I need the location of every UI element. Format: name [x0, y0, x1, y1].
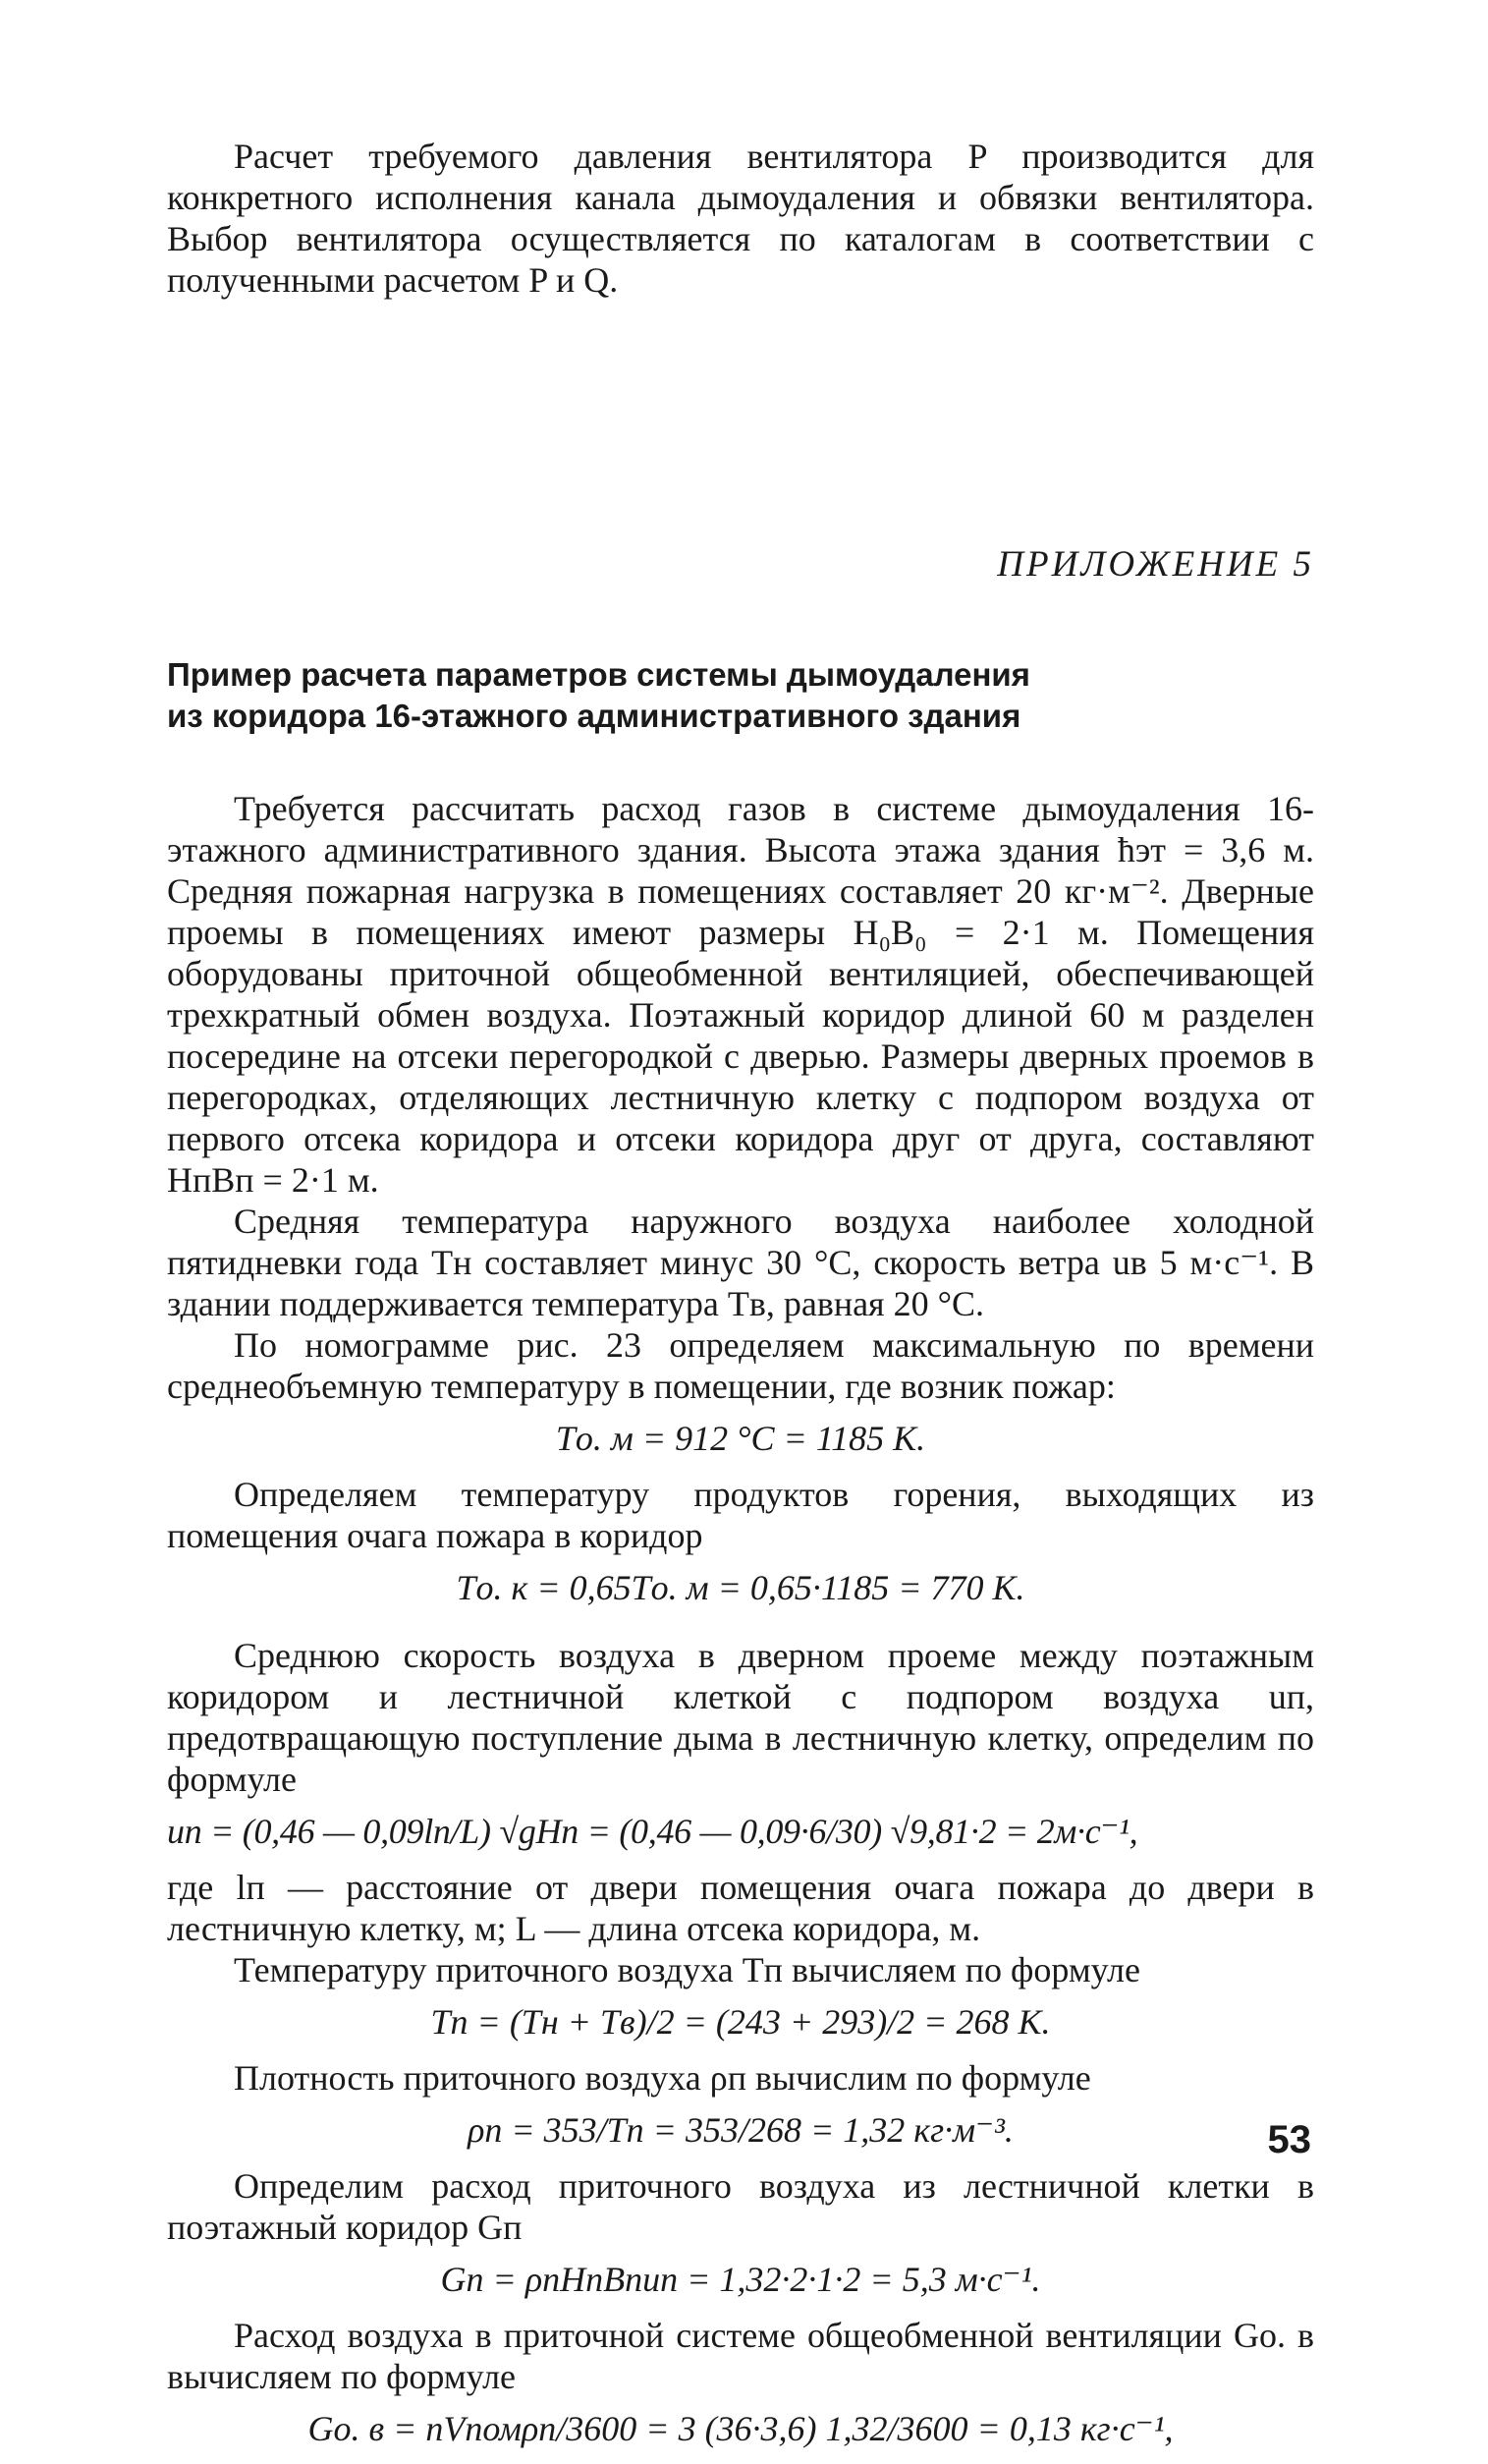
supply-temp-paragraph: Температуру приточного воздуха Tп вычисляем по формуле [234, 1950, 1140, 1989]
formula-g-p: Gп = ρпHпBпuп = 1,32·2·1·2 = 5,3 м·с⁻¹. [440, 2260, 1041, 2299]
section-heading: Пример расчета параметров системы дымоудаления из коридора 16-этажного административного здания [167, 656, 1030, 734]
velocity-paragraph: Среднюю скорость воздуха в дверном проеме между поэтажным коридором и лестничной клеткой с подпором воздуха uп, предотвращающую поступление дыма в лестничную клетку, определим по формуле [167, 1636, 1314, 1799]
intro-paragraph: Расчет требуемого давления вентилятора P производится для конкретного исполнения канала дымоудаления и обвязки вентилятора. Выбор вентилятора осуществляется по каталогам в соответствии с полученными расчетом P и Q. [167, 137, 1314, 300]
formula-t-p: Tп = (Tн + Tв)/2 = (243 + 293)/2 = 268 K. [430, 2002, 1051, 2042]
document-page [167, 136, 1314, 2464]
flow-paragraph: Определим расход приточного воздуха из лестничной клетки в поэтажный коридор Gп [167, 2166, 1314, 2247]
formula-rho-p: ρп = 353/Tп = 353/268 = 1,32 кг·м⁻³. [468, 2110, 1014, 2150]
formula-t-om: Tо. м = 912 °C = 1185 K. [555, 1419, 926, 1458]
nomogram-paragraph: По номограмме рис. 23 определяем максимальную по времени среднеобъемную температуру в помещении, где возник пожар: [167, 1325, 1314, 1406]
task-paragraph: Требуется рассчитать расход газов в системе дымоудаления 16-этажного административного здания. Высота этажа здания ħэт = 3,6 м. Средняя пожарная нагрузка в помещениях составляет 20 кг·м⁻². Дверные проемы в помещениях имеют размеры H₀B₀ = 2·1 м. Помещения оборудованы приточной общеобменной вентиляцией, обеспечивающей трехкратный обмен воздуха. Поэтажный коридор длиной 60 м разделен посередине на отсеки перегородкой с дверью. Размеры дверных проемов в перегородках, отделяющих лестничную клетку с подпором воздуха от первого отсека коридора и отсеки коридора друг от друга, составляют HпBп = 2·1 м. [167, 789, 1314, 1200]
page-number: 53 [1267, 2118, 1311, 2161]
temperature-paragraph: Средняя температура наружного воздуха наиболее холодной пятидневки года Tн составляет минус 30 °C, скорость ветра uв 5 м·с⁻¹. В здании поддерживается температура Tв, равная 20 °C. [167, 1202, 1314, 1323]
appendix-label: ПРИЛОЖЕНИЕ 5 [997, 544, 1314, 585]
formula-u-p: uп = (0,46 — 0,09lп/L) √gHп = (0,46 — 0,09·6/30) √9,81·2 = 2м·с⁻¹, [167, 1812, 1138, 1851]
where-paragraph: где lп — расстояние от двери помещения очага пожара до двери в лестничную клетку, м; L — длина отсека коридора, м. [167, 1868, 1314, 1948]
formula-t-ok: Tо. к = 0,65Tо. м = 0,65·1185 = 770 K. [456, 1568, 1025, 1607]
combustion-paragraph: Определяем температуру продуктов горения, выходящих из помещения очага пожара в коридор [167, 1475, 1314, 1555]
formula-g-ov: Gо. в = nVпомρп/3600 = 3 (36·3,6) 1,32/3600 = 0,13 кг·с⁻¹, [307, 2409, 1174, 2448]
ventilation-paragraph: Расход воздуха в приточной системе общеобменной вентиляции Gо. в вычисляем по формуле [167, 2316, 1314, 2396]
density-paragraph: Плотность приточного воздуха ρп вычислим по формуле [234, 2058, 1091, 2098]
